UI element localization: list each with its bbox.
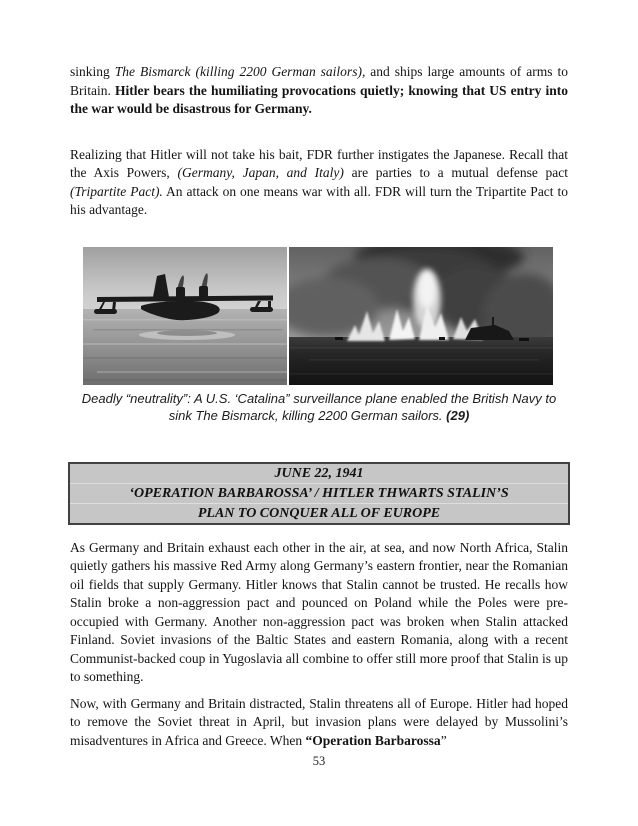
paragraph-run: , and ships large amounts of arms to Britain. — [70, 64, 568, 98]
paragraph-stalin: As Germany and Britain exhaust each other in the air, at sea, and now North Africa, Stalin quietly gathers his massive Red Army along Germany’s eastern frontier, near the Romanian oil fields that supply Germany. Hitler knows that Stalin cannot be trusted. He recalls how Stalin broke a non-aggression pact and pounced on Poland while the Poles were pre-occupied with Germany. Another non-aggression pact was broken when Stalin attacked Finland. Soviet invasions of the Baltic States and eastern Romania, along with a recent Communist-backed coup in Yugoslavia all combine to offer still more proof that Stalin is up to something. — [70, 539, 568, 684]
paragraph-run-bold: Hitler bears the humiliating provocations quietly; knowing that US entry into the war would be disastrous for Germany. — [70, 82, 568, 116]
section-header-box — [68, 462, 570, 525]
section-header-date: JUNE 22, 1941 — [274, 465, 364, 481]
paragraph-tripartite — [70, 146, 568, 220]
section-header-title-line2: PLAN TO CONQUER ALL OF EUROPE — [70, 503, 568, 523]
bismarck-burning-image — [289, 247, 553, 385]
paragraph-barbarossa — [70, 695, 568, 751]
paragraph-bismarck — [70, 63, 568, 119]
paragraph-run-bold: “Operation Barbarossa — [305, 732, 441, 748]
paragraph-run-italic: (Tripartite Pact). — [70, 183, 163, 199]
text-column — [70, 63, 568, 750]
paragraph-run: Now, with Germany and Britain distracted, Stalin threatens all of Europe. Hitler had hoped to remove the Soviet threat in April, but invasion plans were delayed by Mussolini’s misadventures in Africa and Greece. When — [70, 695, 568, 748]
photo-caption — [70, 390, 568, 425]
page-number: 53 — [312, 754, 326, 768]
paragraph-run-italic: (Germany, Japan, and Italy) — [177, 165, 344, 180]
catalina-plane-image — [83, 247, 287, 385]
photo-pair — [83, 247, 553, 385]
paragraph-run: An attack on one means war with all. FDR will turn the Tripartite Pact to his advantage. — [70, 183, 568, 217]
paragraph-run: ” — [440, 732, 447, 748]
paragraph-run: sinking — [70, 64, 115, 79]
paragraph-run: Realizing that Hitler will not take his bait, FDR further instigates the Japanese. Recall that the Axis Powers, — [70, 146, 568, 180]
caption-text: Deadly “neutrality”: A U.S. ‘Catalina” surveillance plane enabled the British Navy to sink The Bismarck, killing 2200 German sailors. — [81, 390, 557, 423]
paragraph-run: are parties to a mutual defense pact — [343, 165, 569, 180]
section-header-title-line1: ‘OPERATION BARBAROSSA’ / HITLER THWARTS STALIN’S — [70, 483, 568, 503]
paragraph-run-italic: The Bismarck (killing 2200 German sailors) — [114, 64, 362, 79]
caption-reference-number: (29) — [446, 408, 470, 423]
